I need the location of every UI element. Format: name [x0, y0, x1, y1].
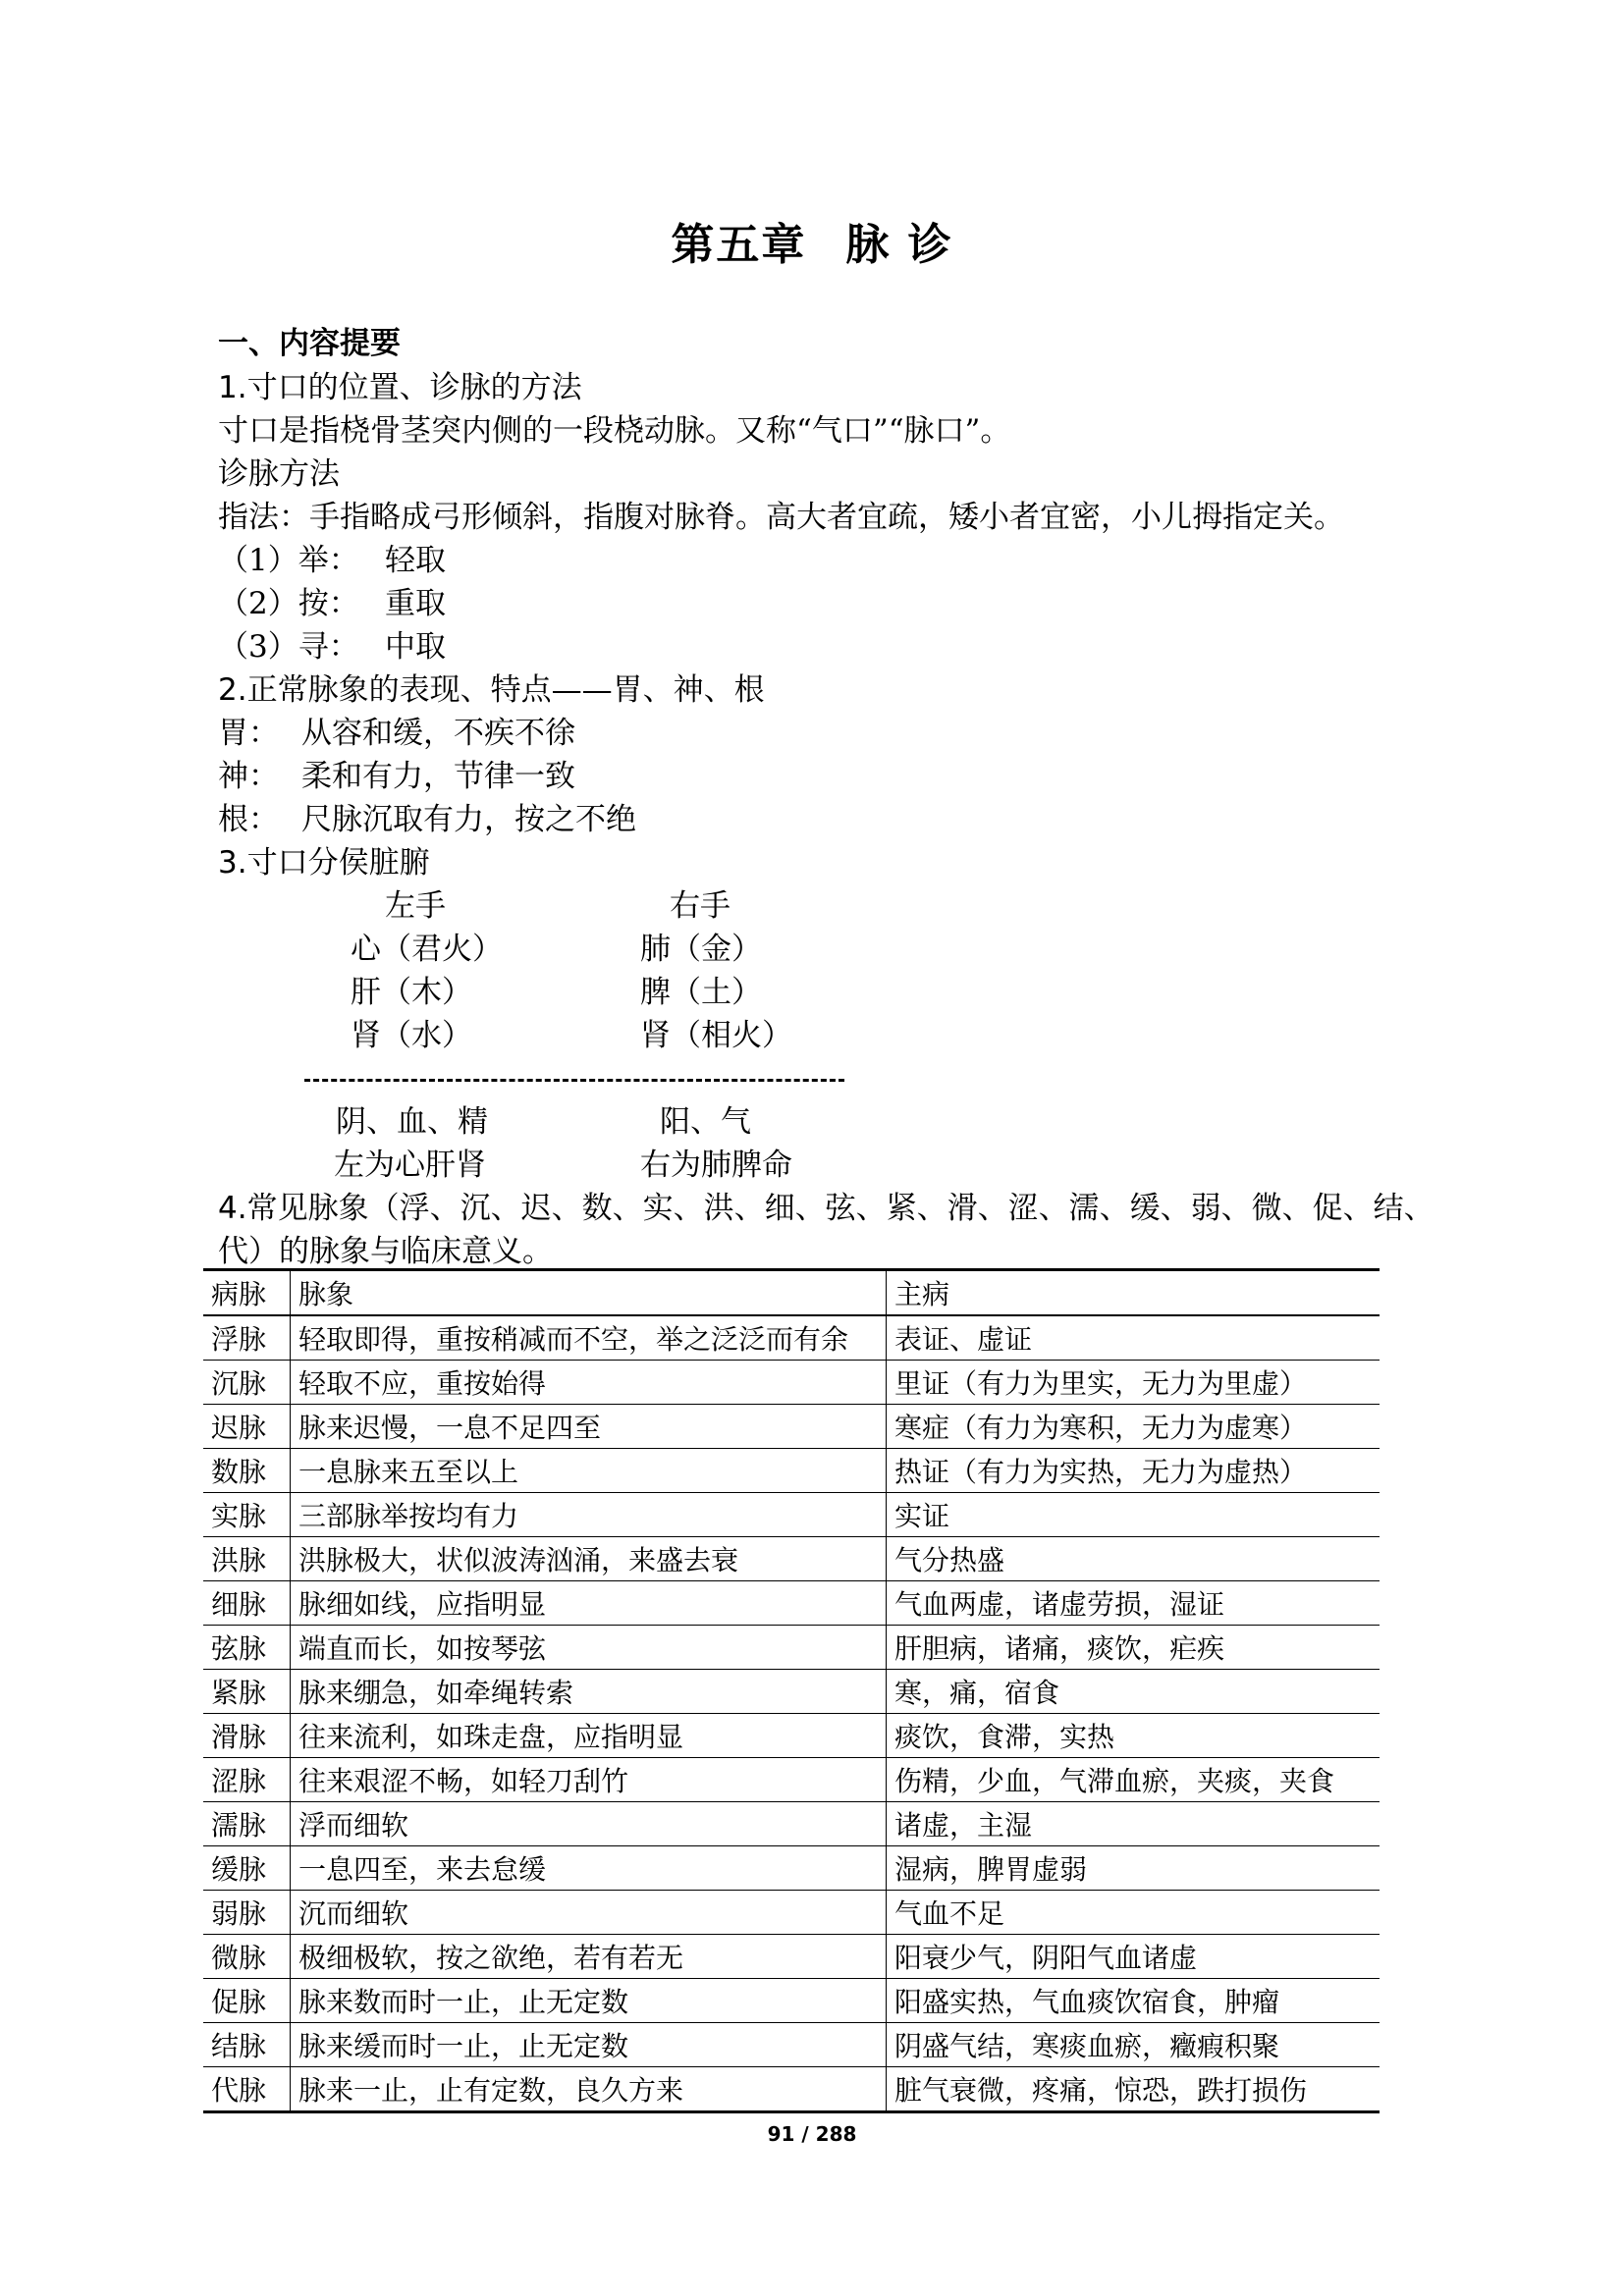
organ-row: 肾（水） 肾（相火）: [351, 1018, 792, 1053]
section-heading: 一、内容提要: [218, 326, 401, 361]
table-row: [203, 1802, 1380, 1846]
table-row: [203, 1935, 1380, 1979]
normal-pulse-item: 根： 尺脉沉取有力，按之不绝: [218, 802, 636, 837]
indication-cell: 气血不足: [887, 1891, 1380, 1935]
table-row: [203, 1493, 1380, 1537]
pulse-name-cell: 弱脉: [203, 1891, 291, 1935]
table-row: [203, 1670, 1380, 1714]
right-hand-label: 右手: [670, 888, 731, 924]
indication-cell: 表证、虚证: [887, 1315, 1380, 1361]
hand-headers: [218, 884, 1435, 928]
chapter-name: 脉 诊: [845, 220, 953, 270]
content-summary: [218, 366, 1435, 1273]
topic-4-heading: 4.常见脉象（浮、沉、迟、数、实、洪、细、弦、紧、滑、涩、濡、缓、弱、微、促、结、代）的脉象与临床意义。: [218, 1191, 1435, 1269]
page-number: 91 / 288: [767, 2122, 857, 2146]
header-indication: 主病: [887, 1270, 1380, 1316]
pulse-name-cell: 沉脉: [203, 1361, 291, 1405]
table-header-row: [203, 1270, 1380, 1316]
pulse-name-cell: 微脉: [203, 1935, 291, 1979]
indication-cell: 气血两虚，诸虚劳损，湿证: [887, 1581, 1380, 1626]
pulse-description-cell: 脉来绷急，如牵绳转索: [291, 1670, 887, 1714]
indication-cell: 实证: [887, 1493, 1380, 1537]
step-item: （1）举： 轻取: [218, 543, 446, 578]
table-row: [203, 1626, 1380, 1670]
table-row: [203, 1979, 1380, 2023]
table-row: [203, 1758, 1380, 1802]
pulse-description-cell: 洪脉极大，状似波涛汹涌，来盛去衰: [291, 1537, 887, 1581]
pulse-description-cell: 一息四至，来去怠缓: [291, 1846, 887, 1891]
indication-cell: 寒，痛，宿食: [887, 1670, 1380, 1714]
organ-row: 心（君火） 肺（金）: [351, 932, 762, 967]
indication-cell: 阳盛实热，气血痰饮宿食，肿瘤: [887, 1979, 1380, 2023]
pulse-name-cell: 滑脉: [203, 1714, 291, 1758]
cunkou-definition: 寸口是指桡骨茎突内侧的一段桡动脉。又称“气口”“脉口”。: [218, 413, 1011, 449]
indication-cell: 里证（有力为里实，无力为里虚）: [887, 1361, 1380, 1405]
indication-cell: 寒症（有力为寒积，无力为虚寒）: [887, 1405, 1380, 1449]
pulse-name-cell: 实脉: [203, 1493, 291, 1537]
pulse-description-cell: 浮而细软: [291, 1802, 887, 1846]
indication-cell: 诸虚，主湿: [887, 1802, 1380, 1846]
indication-cell: 伤精，少血，气滞血瘀，夹痰，夹食: [887, 1758, 1380, 1802]
table-row: [203, 2023, 1380, 2067]
table-row: [203, 1714, 1380, 1758]
indication-cell: 肝胆病，诸痛，痰饮，疟疾: [887, 1626, 1380, 1670]
indication-cell: 脏气衰微，疼痛，惊恐，跌打损伤: [887, 2067, 1380, 2112]
pulse-description-cell: 往来流利，如珠走盘，应指明显: [291, 1714, 887, 1758]
organ-row: 肝（木） 脾（土）: [351, 975, 762, 1010]
header-description: 脉象: [291, 1270, 887, 1316]
header-pulse: 病脉: [203, 1270, 291, 1316]
pulse-description-cell: 极细极软，按之欲绝，若有若无: [291, 1935, 887, 1979]
indication-cell: 阳衰少气，阴阳气血诸虚: [887, 1935, 1380, 1979]
indication-cell: 阴盛气结，寒痰血瘀，癥瘕积聚: [887, 2023, 1380, 2067]
pulse-name-cell: 数脉: [203, 1449, 291, 1493]
pulse-description-cell: 脉来缓而时一止，止无定数: [291, 2023, 887, 2067]
pulse-description-cell: 脉细如线，应指明显: [291, 1581, 887, 1626]
step-item: （2）按： 重取: [218, 586, 446, 621]
pulse-description-cell: 轻取即得，重按稍减而不空，举之泛泛而有余: [291, 1315, 887, 1361]
chapter-number: 第五章: [671, 220, 807, 270]
pulse-name-cell: 细脉: [203, 1581, 291, 1626]
summary-row: 左为心肝肾 右为肺脾命: [334, 1148, 792, 1183]
finger-method: 指法：手指略成弓形倾斜，指腹对脉脊。高大者宜疏，矮小者宜密，小儿拇指定关。: [218, 500, 1344, 535]
table-row: [203, 1449, 1380, 1493]
indication-cell: 热证（有力为实热，无力为虚热）: [887, 1449, 1380, 1493]
pulse-name-cell: 结脉: [203, 2023, 291, 2067]
pulse-description-cell: 往来艰涩不畅，如轻刀刮竹: [291, 1758, 887, 1802]
pulse-description-cell: 脉来迟慢，一息不足四至: [291, 1405, 887, 1449]
left-hand-label: 左手: [385, 888, 446, 924]
method-title: 诊脉方法: [218, 456, 340, 492]
pulse-name-cell: 促脉: [203, 1979, 291, 2023]
indication-cell: 湿病，脾胃虚弱: [887, 1846, 1380, 1891]
table-row: [203, 1315, 1380, 1361]
normal-pulse-item: 胃： 从容和缓，不疾不徐: [218, 716, 575, 751]
pulse-description-cell: 端直而长，如按琴弦: [291, 1626, 887, 1670]
topic-3-heading: 3.寸口分侯脏腑: [218, 845, 430, 881]
table-row: [203, 1537, 1380, 1581]
indication-cell: 痰饮，食滞，实热: [887, 1714, 1380, 1758]
pulse-name-cell: 紧脉: [203, 1670, 291, 1714]
pulse-description-cell: 一息脉来五至以上: [291, 1449, 887, 1493]
step-item: （3）寻： 中取: [218, 629, 446, 665]
table-row: [203, 1846, 1380, 1891]
table-row: [203, 1405, 1380, 1449]
pulse-name-cell: 弦脉: [203, 1626, 291, 1670]
pulse-description-cell: 沉而细软: [291, 1891, 887, 1935]
pulse-description-cell: 轻取不应，重按始得: [291, 1361, 887, 1405]
table-row: [203, 1361, 1380, 1405]
pulse-name-cell: 濡脉: [203, 1802, 291, 1846]
pulse-name-cell: 浮脉: [203, 1315, 291, 1361]
pulse-description-cell: 脉来一止，止有定数，良久方来: [291, 2067, 887, 2112]
pulse-description-cell: 脉来数而时一止，止无定数: [291, 1979, 887, 2023]
chapter-title: [0, 218, 1624, 273]
table-row: [203, 2067, 1380, 2112]
topic-2-heading: 2.正常脉象的表现、特点——胃、神、根: [218, 672, 765, 708]
divider-line: [304, 1057, 844, 1100]
pulse-table: [203, 1268, 1380, 2113]
pulse-description-cell: 三部脉举按均有力: [291, 1493, 887, 1537]
summary-row: 阴、血、精 阳、气: [336, 1104, 751, 1140]
indication-cell: 气分热盛: [887, 1537, 1380, 1581]
normal-pulse-item: 神： 柔和有力，节律一致: [218, 759, 575, 794]
pulse-name-cell: 缓脉: [203, 1846, 291, 1891]
pulse-name-cell: 代脉: [203, 2067, 291, 2112]
pulse-name-cell: 洪脉: [203, 1537, 291, 1581]
table-row: [203, 1891, 1380, 1935]
topic-1-heading: 1.寸口的位置、诊脉的方法: [218, 370, 582, 405]
pulse-name-cell: 迟脉: [203, 1405, 291, 1449]
table-row: [203, 1581, 1380, 1626]
pulse-name-cell: 涩脉: [203, 1758, 291, 1802]
